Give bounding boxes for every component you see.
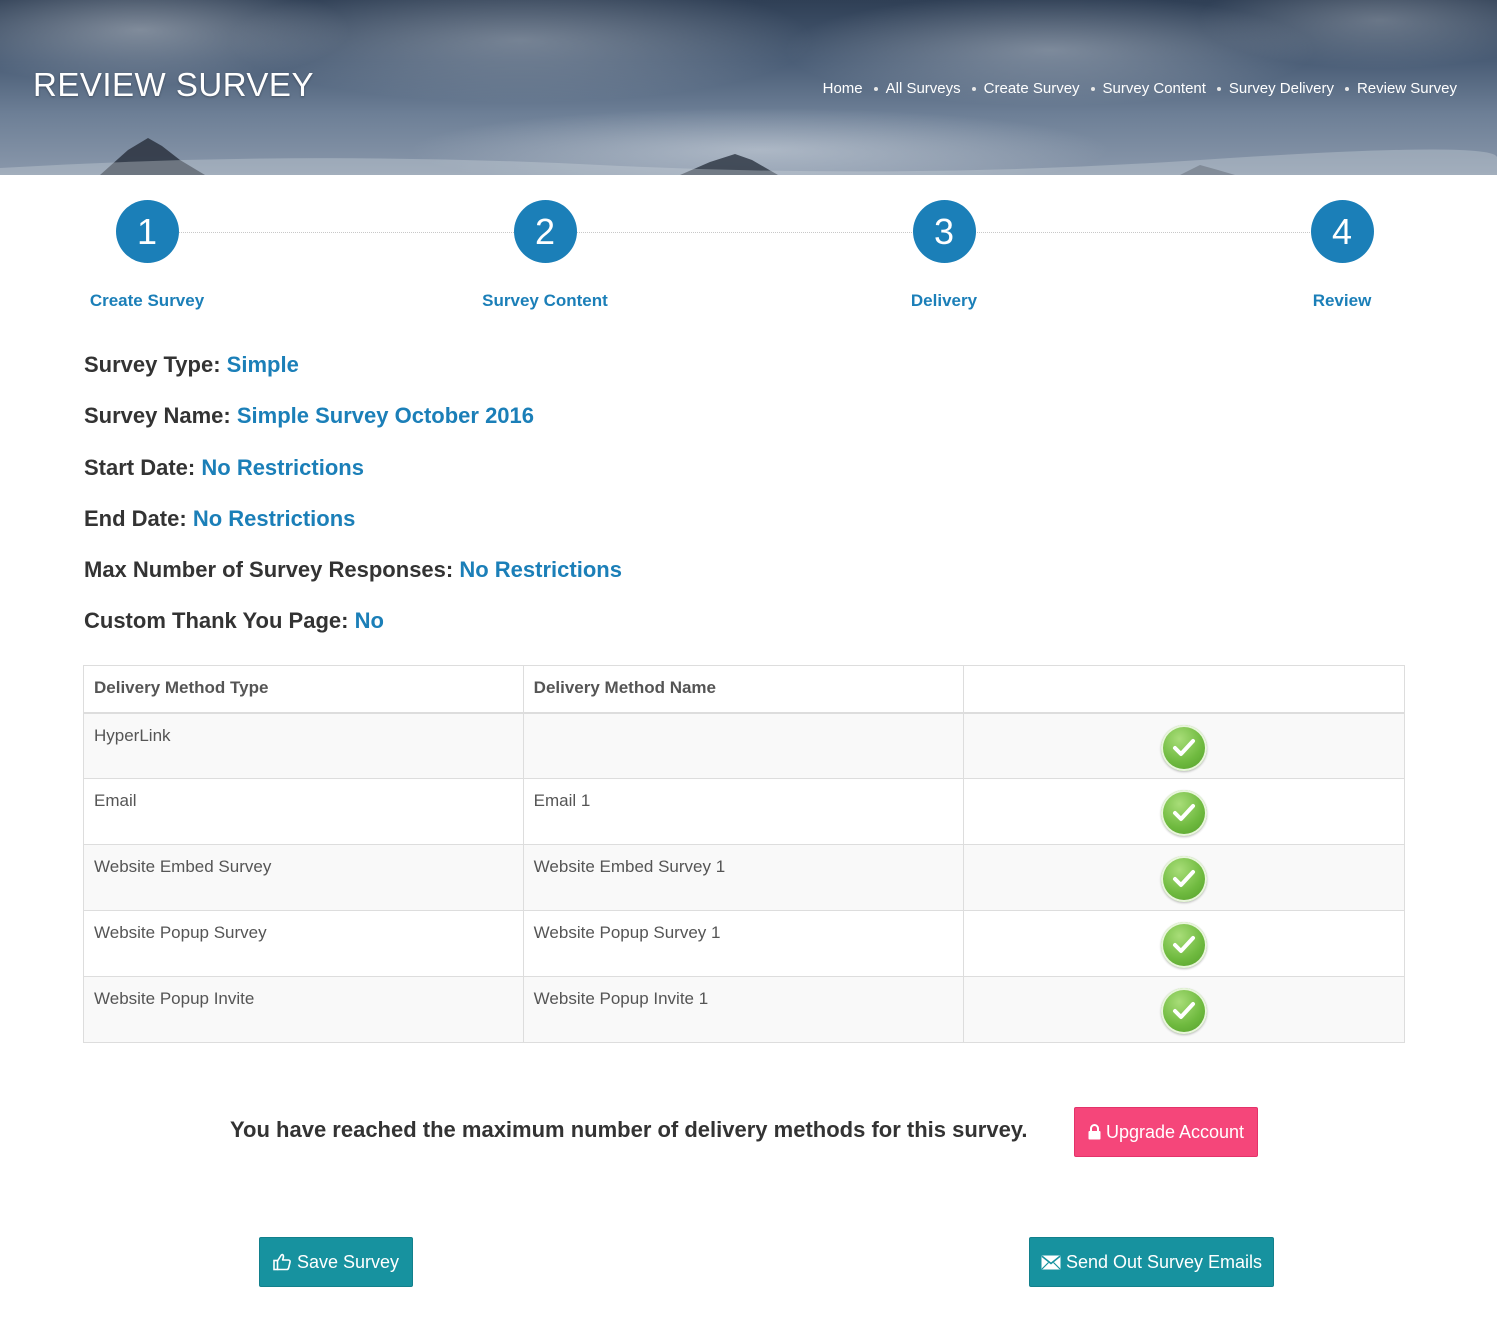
breadcrumb-review-survey[interactable]: Review Survey xyxy=(1356,80,1457,97)
breadcrumb-separator xyxy=(972,87,976,91)
summary-value: No Restrictions xyxy=(192,505,356,531)
step-create-survey[interactable] xyxy=(47,200,247,311)
step-label: Create Survey xyxy=(89,291,205,310)
summary-value: Simple Survey October 2016 xyxy=(236,403,535,429)
breadcrumb-separator xyxy=(1091,87,1095,91)
step-survey-content[interactable] xyxy=(445,200,645,311)
breadcrumb-create-survey[interactable]: Create Survey xyxy=(983,80,1080,97)
summary-thank-you-page xyxy=(84,608,622,659)
check-icon xyxy=(1161,988,1207,1034)
survey-summary xyxy=(84,352,622,660)
cell-name: Email 1 xyxy=(523,779,964,845)
max-delivery-notice: You have reached the maximum number of delivery methods for this survey. xyxy=(230,1117,1028,1142)
table-row xyxy=(84,779,1405,845)
stepper-connector xyxy=(147,232,1342,233)
summary-label: Survey Type: xyxy=(84,352,221,377)
summary-label: Max Number of Survey Responses: xyxy=(84,557,454,583)
step-label: Review xyxy=(1312,291,1372,310)
cell-type: Website Embed Survey xyxy=(84,845,524,911)
cell-name xyxy=(523,713,964,779)
column-header-name: Delivery Method Name xyxy=(523,666,964,713)
cell-status xyxy=(964,911,1405,977)
column-header-type: Delivery Method Type xyxy=(84,666,524,713)
summary-survey-type xyxy=(84,352,622,403)
header-banner xyxy=(0,0,1497,175)
summary-start-date xyxy=(84,455,622,506)
cell-status xyxy=(964,713,1405,779)
summary-label: Start Date: xyxy=(84,454,196,480)
check-icon xyxy=(1161,790,1207,836)
step-label: Delivery xyxy=(910,291,978,310)
summary-value: No xyxy=(354,608,384,634)
table-row xyxy=(84,713,1405,779)
check-icon xyxy=(1161,922,1207,968)
summary-survey-name xyxy=(84,403,622,454)
table-row xyxy=(84,845,1405,911)
column-header-status xyxy=(964,666,1405,713)
upgrade-account-label: Upgrade Account xyxy=(1105,1121,1245,1142)
save-survey-button[interactable] xyxy=(259,1237,413,1287)
lock-icon xyxy=(1088,1124,1101,1140)
step-review[interactable] xyxy=(1242,200,1442,311)
cell-status xyxy=(964,779,1405,845)
delivery-methods-table xyxy=(83,665,1405,1043)
step-number: 3 xyxy=(913,200,976,263)
step-label: Survey Content xyxy=(482,291,608,310)
cell-type: Email xyxy=(84,779,524,845)
summary-label: Custom Thank You Page: xyxy=(84,608,349,634)
send-survey-emails-button[interactable] xyxy=(1029,1237,1274,1287)
cell-type: HyperLink xyxy=(84,713,524,779)
breadcrumb-survey-content[interactable]: Survey Content xyxy=(1102,80,1206,97)
cell-status xyxy=(964,977,1405,1043)
summary-value: Simple xyxy=(226,352,299,377)
step-number: 2 xyxy=(514,200,577,263)
cell-type: Website Popup Invite xyxy=(84,977,524,1043)
envelope-icon xyxy=(1041,1255,1061,1270)
cell-name: Website Popup Survey 1 xyxy=(523,911,964,977)
step-number: 1 xyxy=(116,200,179,263)
breadcrumb-separator xyxy=(1217,87,1221,91)
step-delivery[interactable] xyxy=(844,200,1044,311)
breadcrumb-all-surveys[interactable]: All Surveys xyxy=(885,80,961,97)
check-icon xyxy=(1161,725,1207,771)
summary-label: End Date: xyxy=(84,505,187,531)
breadcrumb-separator xyxy=(1345,87,1349,91)
table-row xyxy=(84,911,1405,977)
cell-name: Website Popup Invite 1 xyxy=(523,977,964,1043)
check-icon xyxy=(1161,856,1207,902)
cell-type: Website Popup Survey xyxy=(84,911,524,977)
cell-status xyxy=(964,845,1405,911)
summary-value: No Restrictions xyxy=(459,557,622,583)
table-header-row xyxy=(84,666,1405,713)
breadcrumb-home[interactable]: Home xyxy=(822,80,863,97)
breadcrumb-separator xyxy=(874,87,878,91)
summary-value: No Restrictions xyxy=(201,454,364,480)
upgrade-account-button[interactable] xyxy=(1074,1107,1258,1157)
table-row xyxy=(84,977,1405,1043)
save-survey-label: Save Survey xyxy=(296,1251,400,1272)
breadcrumb-survey-delivery[interactable]: Survey Delivery xyxy=(1228,80,1334,97)
cell-name: Website Embed Survey 1 xyxy=(523,845,964,911)
send-survey-emails-label: Send Out Survey Emails xyxy=(1065,1251,1263,1272)
step-number: 4 xyxy=(1311,200,1374,263)
thumbs-up-icon xyxy=(273,1253,292,1271)
page-title: REVIEW SURVEY xyxy=(33,66,314,103)
summary-max-responses xyxy=(84,557,622,608)
summary-end-date xyxy=(84,506,622,557)
summary-label: Survey Name: xyxy=(84,403,231,429)
breadcrumb xyxy=(823,80,1457,97)
